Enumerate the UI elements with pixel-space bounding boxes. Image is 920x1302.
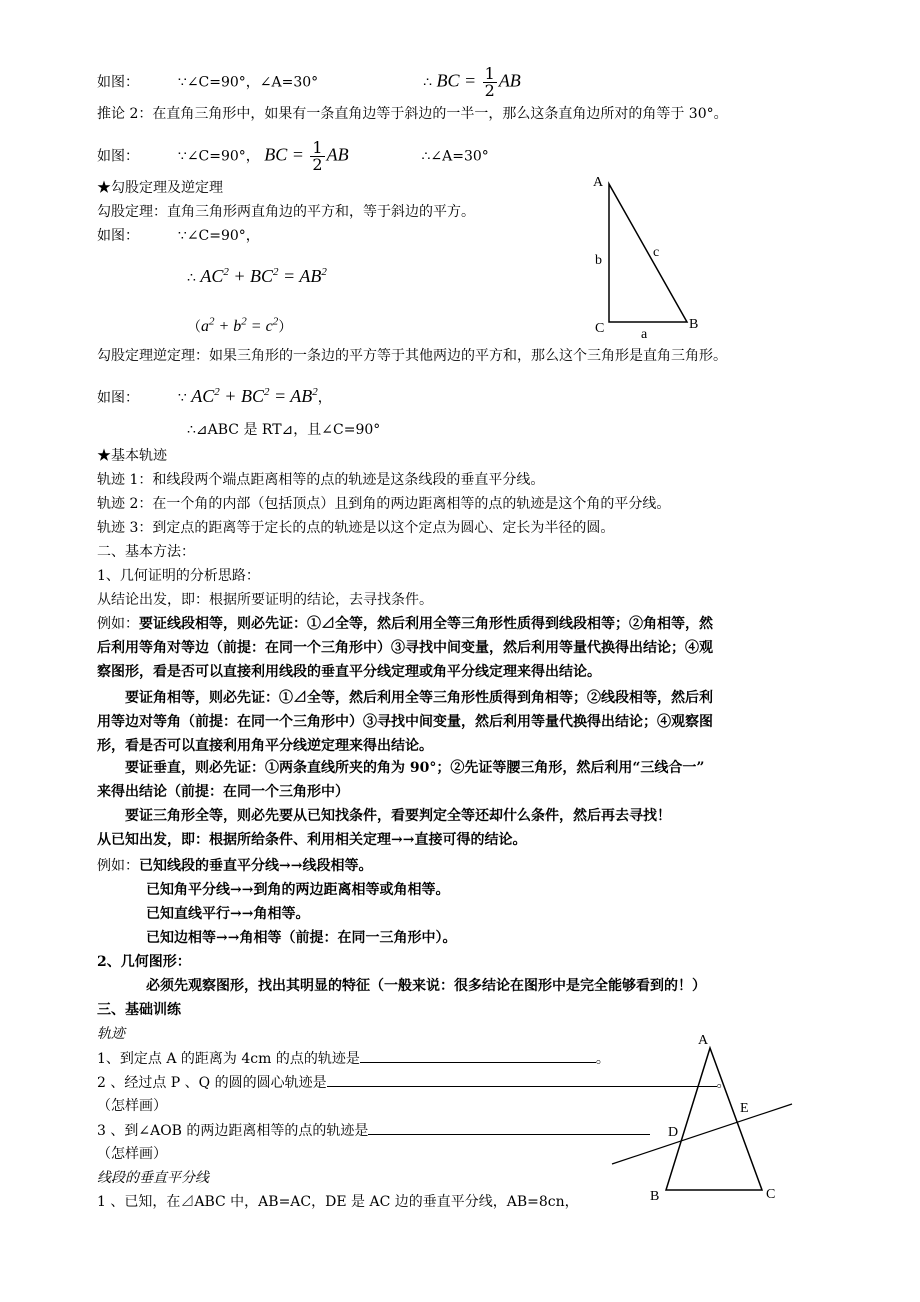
example-line-2: 后利用等角对等边（前提：在同一个三角形中）③寻找中间变量，然后利用等量代换得出结论；④观 xyxy=(97,640,713,656)
formula-ab: AB xyxy=(326,144,349,165)
given-condition: ∵∠C=90°， xyxy=(177,228,260,244)
exponent: 2 xyxy=(312,386,318,398)
right-triangle-figure xyxy=(585,168,715,343)
fraction-denominator: 2 xyxy=(312,155,323,174)
therefore-symbol: ∴ xyxy=(423,74,433,91)
vertex-c-label: C xyxy=(595,321,605,336)
comma: ， xyxy=(317,390,332,406)
as-shown-label: 如图： xyxy=(97,228,139,244)
subheading-loci: 轨迹 xyxy=(97,1026,125,1042)
term-ab: = AB xyxy=(269,386,313,406)
corollary-2: 推论 2：在直角三角形中，如果有一条直角边等于斜边的一半一，那么这条直角边所对的角等于 30°。 xyxy=(97,106,728,122)
fraction-half xyxy=(310,140,324,173)
from-known-line: 从已知出发，即：根据所给条件、利用相关定理→→直接可得的结论。 xyxy=(97,832,527,848)
exponent: 2 xyxy=(272,316,279,328)
locus-1: 轨迹 1：和线段两个端点距离相等的点的轨迹是这条线段的垂直平分线。 xyxy=(97,472,545,488)
term-ac: AC xyxy=(191,386,215,406)
result-line-2 xyxy=(97,140,489,173)
angle-equal-line-3: 形，看是否可以直接利用角平分线逆定理来得出结论。 xyxy=(97,738,433,754)
converse-conclusion: ∴⊿ABC 是 RT⊿，且∠C=90° xyxy=(187,422,381,438)
because-symbol: ∵ xyxy=(177,390,187,406)
conclusion: ∴∠A=30° xyxy=(421,148,489,165)
formula-bc: BC = xyxy=(264,144,309,165)
angle-equal-line-1: 要证角相等，则必先证：①⊿全等，然后利用全等三角形性质得到角相等；②线段相等，然后利 xyxy=(125,690,713,706)
exponent: 2 xyxy=(223,266,229,278)
method-2-heading: 2、几何图形： xyxy=(97,954,191,970)
perpendicular-bisector-de xyxy=(612,1104,792,1164)
section-heading-training: 三、基础训练 xyxy=(97,1002,181,1018)
method-1-heading: 1、几何证明的分析思路： xyxy=(97,568,260,584)
angle-equal-line-2: 用等边对等角（前提：在同一个三角形中）③寻找中间变量，然后利用等量代换得出结论；④观察图 xyxy=(97,714,713,730)
exponent: 2 xyxy=(241,316,247,328)
fraction-half xyxy=(483,66,497,99)
converse-given xyxy=(97,382,332,408)
exercise-3-text: 3 、到∠AOB 的两边距离相等的点的轨迹是 xyxy=(97,1123,369,1139)
as-shown-label: 如图： xyxy=(97,148,139,165)
fraction-numerator: 1 xyxy=(312,138,323,157)
answer-blank[interactable] xyxy=(360,1048,596,1063)
side-a-label: a xyxy=(641,327,648,342)
known-example-1 xyxy=(97,856,372,876)
vertex-c-label: C xyxy=(766,1187,776,1202)
as-shown-label: 如图： xyxy=(97,74,139,91)
exponent: 2 xyxy=(273,266,279,278)
section-heading-loci: ★基本轨迹 xyxy=(97,448,167,464)
exercise-bisector-1: 1 、已知，在⊿ABC 中，AB=AC，DE 是 AC 边的垂直平分线，AB=8cn， xyxy=(97,1194,579,1210)
example-line-3: 察图形，看是否可以直接利用线段的垂直平分线定理或角平分线定理来得出结论。 xyxy=(97,664,601,680)
formula-bc: BC = xyxy=(436,70,481,91)
exponent: 2 xyxy=(214,386,220,398)
exponent: 2 xyxy=(263,386,270,398)
fraction-numerator: 1 xyxy=(484,64,495,83)
term-b: + b xyxy=(214,318,242,336)
pythagoras-formula-lower xyxy=(187,312,292,337)
exercise-1-text: 1、到定点 A 的距离为 4cm 的点的轨迹是 xyxy=(97,1051,360,1067)
vertex-b-label: B xyxy=(650,1189,660,1204)
example-label: 例如： xyxy=(97,616,139,632)
pythagoras-formula xyxy=(187,262,327,288)
example-text: 已知线段的垂直平分线→→线段相等。 xyxy=(139,858,373,874)
example-text: 要证线段相等，则必先证：①⊿全等，然后利用全等三角形性质得到线段相等；②角相等，然 xyxy=(139,616,713,632)
fraction-denominator: 2 xyxy=(484,81,495,100)
locus-2: 轨迹 2：在一个角的内部（包括顶点）且到角的两边距离相等的点的轨迹是这个角的平分线。 xyxy=(97,496,671,512)
pythagoras-converse: 勾股定理逆定理：如果三角形的一条边的平方等于其他两边的平方和，那么这个三角形是直角三角形。 xyxy=(97,348,727,364)
how-to-draw-2: （怎样画） xyxy=(97,1146,167,1162)
exercise-1 xyxy=(97,1048,610,1069)
exponent: 2 xyxy=(209,316,215,328)
point-e-label: E xyxy=(740,1101,749,1116)
method-1-desc: 从结论出发，即：根据所要证明的结论，去寻找条件。 xyxy=(97,592,433,608)
locus-3: 轨迹 3：到定点的距离等于定长的点的轨迹是以这个定点为圆心、定长为半径的圆。 xyxy=(97,520,615,536)
point-d-label: D xyxy=(668,1125,679,1140)
as-shown-label: 如图： xyxy=(97,390,139,406)
term-bc: + BC xyxy=(219,386,264,406)
method-2-desc: 必须先观察图形，找出其明显的特征（一般来说：很多结论在图形中是完全能够看到的！） xyxy=(146,978,706,994)
exponent: 2 xyxy=(321,266,327,278)
how-to-draw-1: （怎样画） xyxy=(97,1098,167,1114)
known-example-3: 已知直线平行→→角相等。 xyxy=(146,906,310,922)
paren-close: ） xyxy=(278,319,293,336)
perpendicular-line-1: 要证垂直，则必先证：①两条直线所夹的角为 90°；②先证等腰三角形，然后利用“三线合一” xyxy=(125,760,705,776)
given-condition: ∵∠C=90°， xyxy=(177,148,260,165)
given-condition: ∵∠C=90°，∠A=30° xyxy=(177,74,319,91)
result-line-1 xyxy=(97,66,521,99)
triangle-abc xyxy=(609,184,687,322)
given-line xyxy=(97,226,260,246)
term-bc: + BC xyxy=(228,266,274,286)
side-b-label: b xyxy=(595,253,602,268)
paren-open: （ xyxy=(187,319,201,336)
vertex-a-label: A xyxy=(593,175,604,190)
vertex-b-label: B xyxy=(689,317,699,332)
therefore-symbol: ∴ xyxy=(187,270,196,286)
term-c: = c xyxy=(246,318,273,336)
formula-ab: AB xyxy=(498,70,521,91)
pythagoras-theorem: 勾股定理：直角三角形两直角边的平方和，等于斜边的平方。 xyxy=(97,204,475,220)
section-heading-pythagoras: ★勾股定理及逆定理 xyxy=(97,180,223,196)
isosceles-triangle-figure xyxy=(600,1028,800,1210)
known-example-2: 已知角平分线→→到角的两边距离相等或角相等。 xyxy=(146,882,450,898)
example-line-1 xyxy=(97,614,713,634)
period: 。 xyxy=(595,1051,610,1067)
term-ab: = AB xyxy=(278,266,322,286)
known-example-4: 已知边相等→→角相等（前提：在同一三角形中）。 xyxy=(146,930,457,946)
period: 。 xyxy=(716,1075,731,1091)
side-c-label: c xyxy=(653,245,660,260)
exercise-3 xyxy=(97,1120,650,1141)
congruent-line: 要证三角形全等，则必先要从已知找条件，看要判定全等还却什么条件，然后再去寻找！ xyxy=(125,808,671,824)
term-ac: AC xyxy=(200,266,224,286)
perpendicular-line-2: 来得出结论（前提：在同一个三角形中） xyxy=(97,784,349,800)
subheading-perpendicular-bisector: 线段的垂直平分线 xyxy=(97,1170,209,1186)
example-label: 例如： xyxy=(97,858,139,874)
vertex-a-label: A xyxy=(698,1033,709,1048)
section-heading-methods: 二、基本方法： xyxy=(97,544,195,560)
term-a: a xyxy=(201,318,209,336)
exercise-2-text: 2 、经过点 P 、Q 的圆的圆心轨迹是 xyxy=(97,1075,327,1091)
